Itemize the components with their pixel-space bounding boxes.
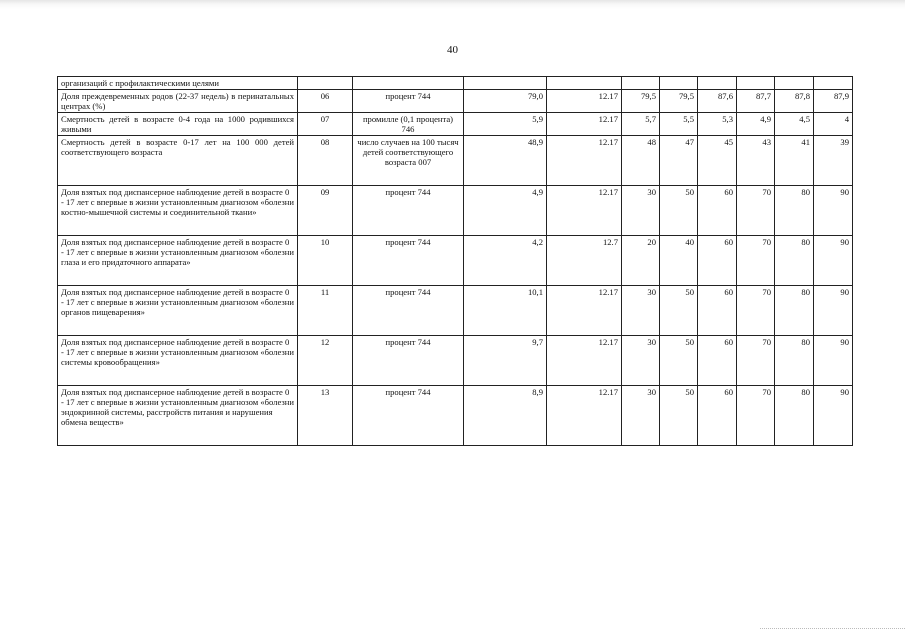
indicator-unit: процент 744 <box>353 186 464 236</box>
page-number: 40 <box>447 44 458 56</box>
value-5: 80 <box>775 386 814 446</box>
value-5: 41 <box>775 136 814 186</box>
indicator-unit: процент 744 <box>353 236 464 286</box>
value-5: 80 <box>775 336 814 386</box>
indicator-unit: процент 744 <box>353 90 464 113</box>
value-1: 79,5 <box>622 90 660 113</box>
continuation-cell: организаций с профилактическими целями <box>58 77 298 90</box>
value-6: 90 <box>814 186 853 236</box>
value-6: 87,9 <box>814 90 853 113</box>
value-2: 50 <box>660 286 698 336</box>
value-3: 87,6 <box>698 90 737 113</box>
value-4: 70 <box>737 336 775 386</box>
table-row <box>58 90 853 113</box>
value-4: 43 <box>737 136 775 186</box>
base-date: 12.17 <box>547 186 622 236</box>
value-5: 80 <box>775 286 814 336</box>
value-1: 30 <box>622 386 660 446</box>
scan-edge-top <box>0 0 905 9</box>
indicator-name: Доля взятых под диспансерное наблюдение детей в возрасте 0 - 17 лет с впервые в жизни установленным диагнозом «болезни эндокринной системы, расстройств питания и нарушения обмена веществ» <box>58 386 298 446</box>
value-1: 30 <box>622 186 660 236</box>
value-6: 90 <box>814 386 853 446</box>
value-3: 60 <box>698 236 737 286</box>
value-6: 4 <box>814 113 853 136</box>
indicator-name: Доля взятых под диспансерное наблюдение детей в возрасте 0 - 17 лет с впервые в жизни установленным диагнозом «болезни глаза и его придаточного аппарата» <box>58 236 298 286</box>
value-1: 5,7 <box>622 113 660 136</box>
base-value: 48,9 <box>464 136 547 186</box>
table-row <box>58 386 853 446</box>
value-3: 5,3 <box>698 113 737 136</box>
value-6: 90 <box>814 286 853 336</box>
value-3: 60 <box>698 386 737 446</box>
value-3: 60 <box>698 286 737 336</box>
value-2: 47 <box>660 136 698 186</box>
scan-edge-bottom <box>760 628 905 633</box>
indicators-table <box>57 76 853 446</box>
indicator-name: Доля взятых под диспансерное наблюдение детей в возрасте 0 - 17 лет с впервые в жизни установленным диагнозом «болезни системы кровообращения» <box>58 336 298 386</box>
value-6: 39 <box>814 136 853 186</box>
value-2: 50 <box>660 386 698 446</box>
base-date: 12.17 <box>547 286 622 336</box>
table-row <box>58 186 853 236</box>
indicator-code: 08 <box>298 136 353 186</box>
table-row <box>58 286 853 336</box>
base-date: 12.17 <box>547 90 622 113</box>
indicator-unit: промилле (0,1 процента) 746 <box>353 113 464 136</box>
indicator-unit: число случаев на 100 тысяч детей соответствующего возраста 007 <box>353 136 464 186</box>
indicator-unit: процент 744 <box>353 336 464 386</box>
value-2: 5,5 <box>660 113 698 136</box>
value-4: 70 <box>737 286 775 336</box>
table-row <box>58 336 853 386</box>
table-row-continuation <box>58 77 853 90</box>
value-3: 60 <box>698 186 737 236</box>
value-6: 90 <box>814 236 853 286</box>
indicator-code: 11 <box>298 286 353 336</box>
indicator-code: 10 <box>298 236 353 286</box>
value-5: 80 <box>775 186 814 236</box>
value-1: 48 <box>622 136 660 186</box>
value-1: 30 <box>622 286 660 336</box>
base-value: 4,2 <box>464 236 547 286</box>
value-6: 90 <box>814 336 853 386</box>
indicator-unit: процент 744 <box>353 286 464 336</box>
value-4: 70 <box>737 386 775 446</box>
indicator-code: 06 <box>298 90 353 113</box>
indicator-code: 12 <box>298 336 353 386</box>
base-date: 12.17 <box>547 386 622 446</box>
base-value: 8,9 <box>464 386 547 446</box>
indicator-code: 13 <box>298 386 353 446</box>
value-1: 30 <box>622 336 660 386</box>
base-value: 10,1 <box>464 286 547 336</box>
table-row <box>58 236 853 286</box>
indicator-name: Доля преждевременных родов (22-37 недель) в перинатальных центрах (%) <box>58 90 298 113</box>
value-4: 70 <box>737 186 775 236</box>
base-value: 9,7 <box>464 336 547 386</box>
table-row <box>58 113 853 136</box>
value-2: 50 <box>660 336 698 386</box>
value-5: 80 <box>775 236 814 286</box>
value-4: 70 <box>737 236 775 286</box>
indicator-code: 09 <box>298 186 353 236</box>
indicator-name: Доля взятых под диспансерное наблюдение детей в возрасте 0 - 17 лет с впервые в жизни установленным диагнозом «болезни костно-мышечной системы и соединительной ткани» <box>58 186 298 236</box>
value-2: 50 <box>660 186 698 236</box>
base-date: 12.17 <box>547 113 622 136</box>
value-5: 4,5 <box>775 113 814 136</box>
table-row <box>58 136 853 186</box>
value-3: 60 <box>698 336 737 386</box>
value-2: 79,5 <box>660 90 698 113</box>
base-value: 5,9 <box>464 113 547 136</box>
value-5: 87,8 <box>775 90 814 113</box>
indicator-name: Смертность детей в возрасте 0-17 лет на 100 000 детей соответствующего возраста <box>58 136 298 186</box>
value-3: 45 <box>698 136 737 186</box>
indicator-name: Смертность детей в возрасте 0-4 года на 1000 родившихся живыми <box>58 113 298 136</box>
value-2: 40 <box>660 236 698 286</box>
indicator-code: 07 <box>298 113 353 136</box>
indicator-unit: процент 744 <box>353 386 464 446</box>
base-date: 12.7 <box>547 236 622 286</box>
value-4: 4,9 <box>737 113 775 136</box>
base-date: 12.17 <box>547 136 622 186</box>
value-4: 87,7 <box>737 90 775 113</box>
base-value: 79,0 <box>464 90 547 113</box>
base-value: 4,9 <box>464 186 547 236</box>
base-date: 12.17 <box>547 336 622 386</box>
value-1: 20 <box>622 236 660 286</box>
indicator-name: Доля взятых под диспансерное наблюдение детей в возрасте 0 - 17 лет с впервые в жизни установленным диагнозом «болезни органов пищеварения» <box>58 286 298 336</box>
